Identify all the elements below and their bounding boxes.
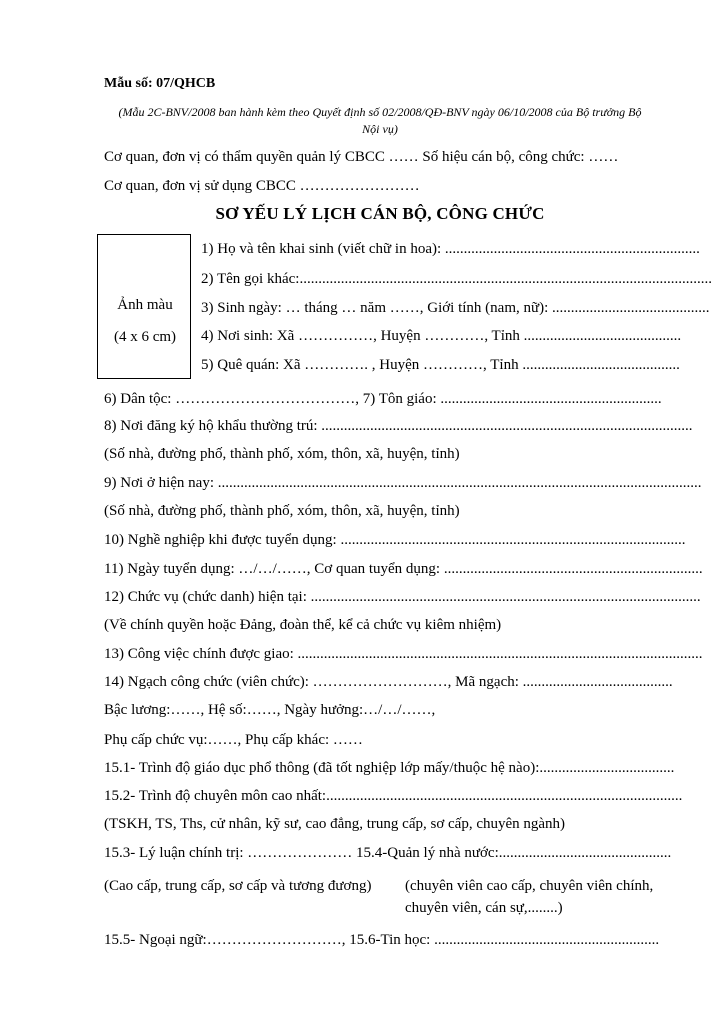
document-title: SƠ YẾU LÝ LỊCH CÁN BỘ, CÔNG CHỨC [215,204,545,223]
field-birth-place: 4) Nơi sinh: Xã ……………, Huyện …………, Tỉnh .......................................... [201,328,682,344]
photo-size-label: (4 x 6 cm) [113,329,177,345]
field-civil-servant-rank: 14) Ngạch công chức (viên chức): ………………………, Mã ngạch: ........................................ [104,674,673,690]
field-other-name: 2) Tên gọi khác:.............................................................................................................. [201,271,712,287]
agency-line: Cơ quan, đơn vị có thẩm quyền quản lý CBCC …… Số hiệu cán bộ, công chức: …… [104,149,619,165]
address-hint: (Số nhà, đường phố, thành phố, xóm, thôn, xã, huyện, tỉnh) [104,503,460,519]
field-permanent-residence: 8) Nơi đăng ký hộ khẩu thường trú: ................................................................................................... [104,418,693,434]
field-current-position: 12) Chức vụ (chức danh) hiện tại: ........................................................................................................ [104,589,701,605]
field-full-name: 1) Họ và tên khai sinh (viết chữ in hoa): .................................................................... [201,241,700,257]
field-political-theory-state-mgmt: 15.3- Lý luận chính trị: ………………… 15.4-Quản lý nhà nước:.............................................. [104,845,672,861]
position-hint: (Về chính quyền hoặc Đảng, đoàn thể, kể cả chức vụ kiêm nhiệm) [104,617,502,633]
photo-label: Ảnh màu [117,297,173,313]
using-agency-line: Cơ quan, đơn vị sử dụng CBCC …………………… [104,178,420,194]
field-recruitment-date-agency: 11) Ngày tuyển dụng: …/…/……, Cơ quan tuyển dụng: ..................................................................... [104,561,703,577]
field-highest-qualification: 15.2- Trình độ chuyên môn cao nhất:............................................................................................... [104,788,683,804]
photo-box [97,234,191,379]
field-occupation-at-recruitment: 10) Nghề nghiệp khi được tuyển dụng: ............................................................................................ [104,532,686,548]
field-ethnicity-religion: 6) Dân tộc: ………………………………, 7) Tôn giáo: ........................................................... [104,391,662,407]
field-main-duties: 13) Công việc chính được giao: ............................................................................................................ [104,646,703,662]
field-foreign-language-it: 15.5- Ngoại ngữ:………………………, 15.6-Tin học: ............................................................ [104,932,660,948]
field-hometown: 5) Quê quán: Xã …………. , Huyện …………, Tỉnh .......................................... [201,357,680,373]
address-hint: (Số nhà, đường phố, thành phố, xóm, thôn, xã, huyện, tỉnh) [104,446,460,462]
field-salary-grade: Bậc lương:……, Hệ số:……, Ngày hưởng:…/…/……, [104,702,436,718]
form-code: Mẫu số: 07/QHCB [104,76,216,91]
field-birth-date-gender: 3) Sinh ngày: … tháng … năm ……, Giới tính (nam, nữ): .......................................... [201,300,710,316]
field-allowances: Phụ cấp chức vụ:……, Phụ cấp khác: …… [104,732,363,748]
state-mgmt-hint: (chuyên viên cao cấp, chuyên viên chính, chuyên viên, cán sự,........) [405,878,654,916]
political-theory-hint: (Cao cấp, trung cấp, sơ cấp và tương đương) [104,878,372,894]
form-note: (Mẫu 2C-BNV/2008 ban hành kèm theo Quyết định số 02/2008/QĐ-BNV ngày 06/10/2008 của Bộ trưởng Bộ Nội vụ) [118,105,642,136]
field-current-residence: 9) Nơi ở hiện nay: ................................................................................................................................. [104,475,702,491]
qualification-hint: (TSKH, TS, Ths, cử nhân, kỹ sư, cao đẳng, trung cấp, sơ cấp, chuyên ngành) [104,816,566,832]
field-general-education: 15.1- Trình độ giáo dục phổ thông (đã tốt nghiệp lớp mấy/thuộc hệ nào):.................................... [104,760,675,776]
